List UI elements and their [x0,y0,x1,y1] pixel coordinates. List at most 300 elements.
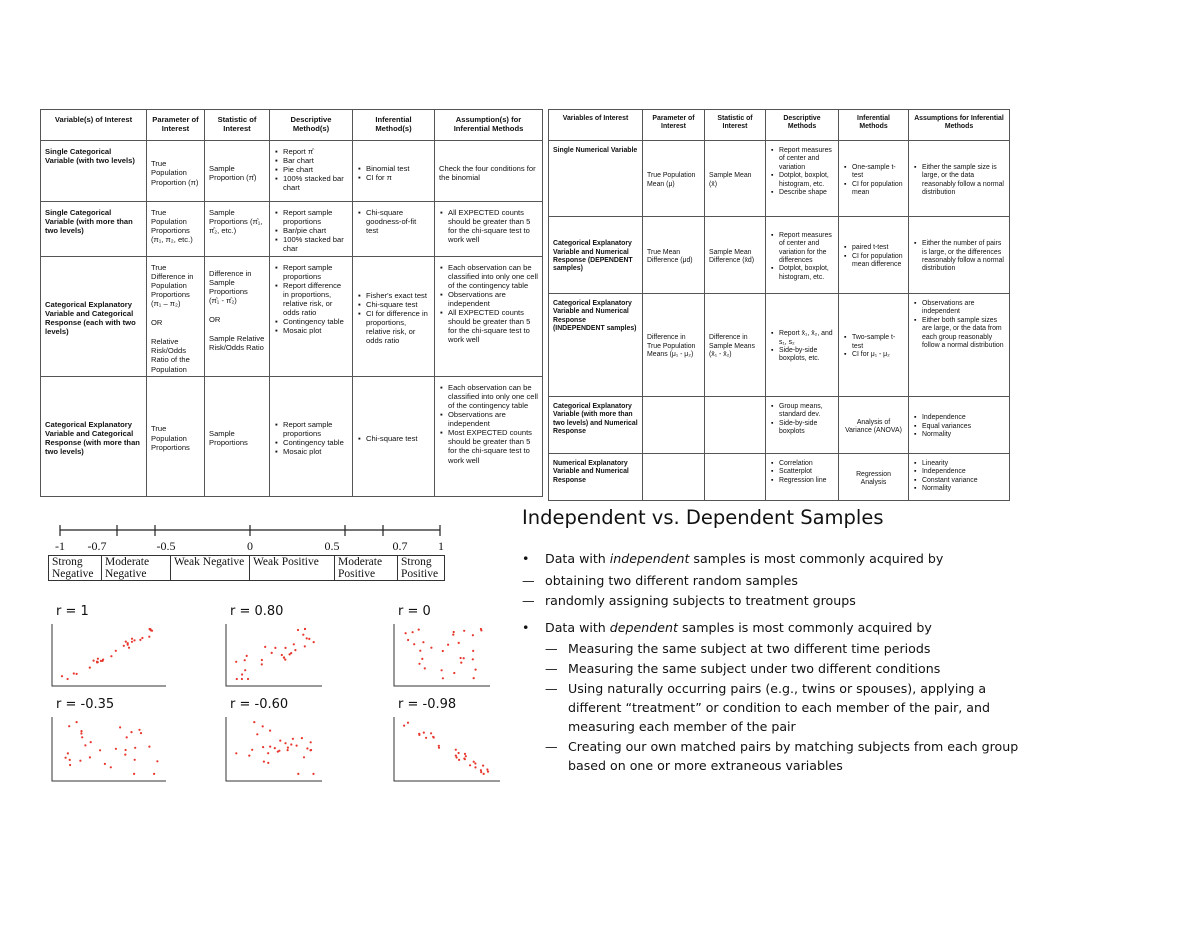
scatter-point [110,655,112,657]
scatter-point [465,755,467,757]
scatter-point [480,628,482,630]
scatter-point [290,743,292,745]
scale-ticks [60,525,440,536]
scatter-point [140,732,142,734]
text-run: samples is most commonly acquired by [677,620,932,635]
bullet-dot: • [522,551,530,566]
table-row [549,294,1010,397]
scatter-point [148,636,150,638]
list-item: ▪ Report sample proportions [283,263,348,281]
dash-marker: — [545,661,558,676]
scatter-point [284,647,286,649]
list-item: ▪ CI for μ₁ - μ₂ [852,351,904,359]
scatter-point [104,763,106,765]
scatter-point [482,765,484,767]
scatter-point [310,741,312,743]
scatter-point [452,634,454,636]
assumptions-cell [909,454,1010,501]
list-item: ▪ Bar/pie chart [283,226,348,235]
scatter-point [262,746,264,748]
parameter-cell [643,454,705,501]
list-item: ▪ Report π̂ [283,147,348,156]
list-item: ▪ CI for population mean [852,181,904,198]
scatter-point [430,647,432,649]
scatter-point [293,643,295,645]
scatter-point [138,729,140,731]
tick-label: -0.5 [156,539,176,553]
scatter-point [269,730,271,732]
list-item: ▪ Report x̄₁, x̄₂, and s₁, s₂ [779,330,834,347]
cell-line: (π̂₁ - π̂₂) [209,295,237,305]
scatter-point [124,754,126,756]
scatter-point [81,736,83,738]
list-item: ▪ Independence [922,414,1005,422]
column-header: Descriptive Methods [766,110,839,141]
list-item: ▪ CI for difference in proportions, relative risk, or odds ratio [366,309,430,345]
cell-line: Difference in Sample Proportions [209,268,252,296]
scatter-point [283,656,285,658]
scatter-point [281,654,283,656]
cell-line: True Difference in Population Proportions [151,262,194,299]
scatter-point [133,773,135,775]
list-item: ▪ 100% stacked bar char [283,235,348,253]
list-item: ▪ Mosaic plot [283,326,348,335]
scatter-point [423,732,425,734]
scatter-point [463,657,465,659]
scatter-point [425,737,427,739]
parameter-cell: True Population Proportions [147,376,205,496]
scatter-point [480,771,482,773]
scatter-point [458,759,460,761]
variable-cell: Categorical Explanatory Variable (with more than two levels) and Numerical Response [549,397,643,454]
assumptions-cell [435,202,543,257]
scatter-point [133,639,135,641]
scatter-point [413,643,415,645]
strength-label: Weak Positive [250,556,335,581]
list-item: ▪ Report sample proportions [283,208,348,226]
scatter-point [241,673,243,675]
scatter-point [264,646,266,648]
list-item: ▪ Side-by-side boxplots, etc. [779,347,834,364]
scatter-point [80,732,82,734]
list-item: ▪ Equal variances [922,423,1005,431]
sub-bullet [522,571,798,590]
scatter-point [407,722,409,724]
scatter-label: r = -0.98 [398,697,457,712]
scatter-point [244,659,246,661]
inferential-cell: Analysis of Variance (ANOVA) [839,397,909,454]
scatter-point [287,749,289,751]
scatter-label: r = 0.80 [230,604,284,619]
tick-label: -1 [55,539,65,553]
scatter-point [246,655,248,657]
assumptions-cell [909,294,1010,397]
list-item: ▪ Independence [922,468,1005,476]
sub-bullet-text: randomly assigning subjects to treatment groups [545,593,856,608]
scatter-point [134,759,136,761]
parameter-cell: True Population Mean (μ) [643,141,705,217]
list-item: ▪ All EXPECTED counts should be greater than 5 for the chi-square test to work well [448,208,538,244]
scatter-point [148,746,150,748]
assumptions-cell: Check the four conditions for the binomial [435,141,543,202]
list-item: ▪ Binomial test [366,164,430,173]
scatter-point [424,667,426,669]
scatter-label: r = 0 [398,604,431,619]
scatter-point [261,659,263,661]
column-header: Variables of Interest [549,110,643,141]
scatter-point [277,751,279,753]
scatter-point [469,764,471,766]
list-item: ▪ Chi-square test [366,300,430,309]
list-item: ▪ paired t-test [852,244,904,252]
list-item: ▪ Two-sample t-test [852,334,904,351]
parameter-cell: True Mean Difference (μd) [643,217,705,294]
sub-bullet [545,737,1019,775]
scatter-point [456,756,458,758]
table-row [41,256,543,376]
scatter-point [267,762,269,764]
variable-cell: Categorical Explanatory Variable and Numerical Response (INDEPENDENT samples) [549,294,643,397]
statistic-cell [205,256,270,376]
scatter-point [236,678,238,680]
inferential-cell [839,217,909,294]
table-row [549,141,1010,217]
scatter-point [287,747,289,749]
scatter-point [292,738,294,740]
list-item: ▪ CI for population mean difference [852,253,904,270]
table-header-row [549,110,1010,141]
scatter-point [474,766,476,768]
scatter-point [472,634,474,636]
scatter-point [80,730,82,732]
parameter-cell: True Population Proportions (π₁, π₂, etc.) [147,202,205,257]
scatterplot-r-0-80 [224,622,324,688]
cell-line: OR [209,314,221,324]
cell-line: (π₁ – π₂) [151,298,181,308]
scatter-point [65,757,67,759]
inferential-cell [353,141,435,202]
sub-bullet-text: Measuring the same subject under two different conditions [568,661,941,676]
scatter-point [464,753,466,755]
plot-axes [394,717,500,781]
scatter-point [269,746,271,748]
scatter-point [458,752,460,754]
scatter-point [253,721,255,723]
scatter-point [306,747,308,749]
scatter-point [131,641,133,643]
statistic-cell: Sample Proportions [205,376,270,496]
dash-marker: — [522,573,535,588]
column-header: Descriptive Method(s) [270,110,353,141]
parameter-cell [643,397,705,454]
scatter-point [134,747,136,749]
column-header: Assumptions for Inferential Methods [909,110,1010,141]
assumptions-cell [909,397,1010,454]
scatter-label: r = -0.35 [56,697,115,712]
variable-cell: Single Categorical Variable (with two levels) [41,141,147,202]
scatter-point [125,641,127,643]
scatter-point [313,641,315,643]
scatter-point [79,760,81,762]
text-run: samples is most commonly acquired by [689,551,944,566]
scatter-point [115,748,117,750]
list-item: ▪ Fisher's exact test [366,291,430,300]
scatter-point [99,749,101,751]
table-row [41,202,543,257]
list-item: ▪ Contingency table [283,317,348,326]
scatter-point [97,658,99,660]
scatter-point [405,632,407,634]
parameter-cell: Difference in True Population Means (μ₁ - μ₂) [643,294,705,397]
statistic-cell: Sample Proportion (π̂) [205,141,270,202]
list-item: ▪ Constant variance [922,477,1005,485]
scatter-label: r = 1 [56,604,89,619]
list-item: ▪ Observations are independent [448,290,538,308]
variable-cell: Categorical Explanatory Variable and Numerical Response (DEPENDENT samples) [549,217,643,294]
scatter-point [139,639,141,641]
scatter-point [447,644,449,646]
scatter-point [487,771,489,773]
scatter-point [100,660,102,662]
column-header: Statistic of Interest [205,110,270,141]
scatter-point [67,752,69,754]
scatter-point [119,726,121,728]
inferential-cell: Regression Analysis [839,454,909,501]
list-item: ▪ Report sample proportions [283,420,348,438]
scatter-point [128,647,130,649]
scatter-point [115,650,117,652]
statistic-cell: Sample Mean (x̄) [705,141,766,217]
variable-cell: Single Numerical Variable [549,141,643,217]
cell-line: Sample Relative Risk/Odds Ratio [209,334,265,353]
scatter-point [304,645,306,647]
scatter-point [301,737,303,739]
column-header: Statistic of Interest [705,110,766,141]
scatter-point [455,749,457,751]
scatter-point [419,650,421,652]
sub-bullet [545,639,931,658]
emphasis: independent [609,551,690,566]
table-row [549,454,1010,501]
scatter-point [156,760,158,762]
scatterplot-r-neg-0-60 [224,715,324,783]
scatter-point [241,678,243,680]
scatter-point [412,631,414,633]
statistic-cell: Sample Proportions (π̂₁, π̂₂, etc.) [205,202,270,257]
inferential-cell [353,202,435,257]
plot-axes [226,624,322,686]
bullet-dependent [522,618,932,637]
scatter-point [473,677,475,679]
list-item: ▪ Report measures of center and variation [779,147,834,172]
scatter-point [235,661,237,663]
section-title: Independent vs. Dependent Samples [522,506,884,529]
list-item: ▪ Chi-square goodness-of-fit test [366,208,430,235]
scatter-point [68,725,70,727]
list-item: ▪ Observations are independent [448,410,538,428]
scatter-point [442,650,444,652]
scatter-point [418,663,420,665]
column-header: Inferential Methods [839,110,909,141]
list-item: ▪ Side-by-side boxplots [779,420,834,437]
tick-label: 1 [438,539,444,553]
scatter-point [480,769,482,771]
cell-line: Relative Risk/Odds Ratio of the Population [151,337,190,374]
emphasis: dependent [609,620,678,635]
variable-cell: Categorical Explanatory Variable and Categorical Response (with more than two levels) [41,376,147,496]
descriptive-cell [270,141,353,202]
numerical-methods-table [548,109,1010,501]
list-item: ▪ One-sample t-test [852,164,904,181]
scatter-point [271,652,273,654]
statistic-cell [705,454,766,501]
scatter-point [309,749,311,751]
scatterplot-r-1 [50,622,168,688]
inferential-cell [353,256,435,376]
list-item: ▪ Bar chart [283,156,348,165]
scatter-point [263,761,265,763]
scatter-point [438,747,440,749]
plot-axes [52,624,166,686]
list-item: ▪ Contingency table [283,438,348,447]
list-item: ▪ Mosaic plot [283,447,348,456]
list-item: ▪ Group means, standard dev. [779,403,834,420]
scatter-point [149,628,151,630]
scatter-point [473,761,475,763]
scatter-point [483,773,485,775]
descriptive-cell [766,217,839,294]
list-item: ▪ Normality [922,431,1005,439]
descriptive-cell [766,141,839,217]
scatter-point [463,630,465,632]
dash-marker: — [522,593,535,608]
scatterplot-r-0 [392,622,492,688]
statistic-cell: Sample Mean Difference (x̄d) [705,217,766,294]
list-item: ▪ Each observation can be classified into only one cell of the contingency table [448,263,538,290]
scatter-point [453,672,455,674]
list-item: ▪ 100% stacked bar chart [283,174,348,192]
scatter-point [267,752,269,754]
inferential-cell [839,294,909,397]
scatterplot-r-neg-0-98 [392,715,502,783]
list-item: ▪ Linearity [922,460,1005,468]
scatter-point [248,755,250,757]
scatter-point [296,745,298,747]
scatter-point [460,662,462,664]
scatter-point [89,756,91,758]
scatter-point [256,733,258,735]
dash-marker: — [545,641,558,656]
statistic-cell [705,397,766,454]
variable-cell: Numerical Explanatory Variable and Numerical Response [549,454,643,501]
dash-marker: — [545,739,558,754]
scatter-point [110,766,112,768]
scatter-point [127,644,129,646]
descriptive-cell [766,294,839,397]
scatter-point [312,773,314,775]
scatter-point [458,642,460,644]
scatter-point [472,650,474,652]
sub-bullet [522,591,856,610]
list-item: ▪ Either both sample sizes are large, or the data from each group reasonably follow a normal distribution [922,317,1005,351]
bullet-dot: • [522,620,530,635]
scatter-point [126,736,128,738]
scatter-point [441,669,443,671]
scatter-point [141,637,143,639]
scatter-point [418,629,420,631]
scatter-point [421,658,423,660]
scatter-point [67,678,69,680]
scatter-point [84,744,86,746]
list-item: ▪ CI for π [366,173,430,182]
scatter-point [123,645,125,647]
scatter-point [76,673,78,675]
scatter-point [93,660,95,662]
column-header: Inferential Method(s) [353,110,435,141]
scatter-label: r = -0.60 [230,697,289,712]
parameter-cell [147,256,205,376]
dash-marker: — [545,681,558,696]
scatter-point [73,672,75,674]
scatter-point [442,677,444,679]
strength-label: Moderate Positive [335,556,398,581]
descriptive-cell [766,397,839,454]
sub-bullet-text: Measuring the same subject at two different time periods [568,641,931,656]
list-item: ▪ Scatterplot [779,468,834,476]
list-item: ▪ Pie chart [283,165,348,174]
sub-bullet-line: different “treatment” or condition to each member of the pair, and [568,700,990,716]
scatter-point [297,629,299,631]
list-item: ▪ Dotplot, boxplot, histogram, etc. [779,172,834,189]
table-row [549,217,1010,294]
assumptions-cell [909,141,1010,217]
scatter-point [455,755,457,757]
scatter-point [438,745,440,747]
scatter-point [403,725,405,727]
scatter-point [153,773,155,775]
scatter-point [76,721,78,723]
scatter-point [247,678,249,680]
scatter-point [284,659,286,661]
scatter-point [472,658,474,660]
list-item: ▪ Normality [922,485,1005,493]
list-item: ▪ Report difference in proportions, relative risk, or odds ratio [283,281,348,317]
tick-label: -0.7 [87,539,107,553]
strength-label: Strong Negative [49,556,102,581]
assumptions-cell [435,256,543,376]
sub-bullet-line: Using naturally occurring pairs (e.g., twins or spouses), applying a [568,681,987,696]
list-item: ▪ Chi-square test [366,434,430,443]
tick-label: 0 [247,539,253,553]
scatter-point [244,669,246,671]
list-item: ▪ All EXPECTED counts should be greater than 5 for the chi-square test to work well [448,308,538,344]
descriptive-cell [766,454,839,501]
column-header: Assumption(s) for Inferential Methods [435,110,543,141]
list-item: ▪ Report measures of center and variation for the differences [779,232,834,266]
tick-label: 0.5 [324,539,340,553]
sub-bullet-text: obtaining two different random samples [545,573,798,588]
strength-labels [48,555,445,581]
scatter-point [130,731,132,733]
variable-cell: Single Categorical Variable (with more than two levels) [41,202,147,257]
inferential-cell [839,141,909,217]
table-header-row [41,110,543,141]
strength-label: Weak Negative [171,556,250,581]
column-header: Parameter of Interest [147,110,205,141]
table-row [41,376,543,496]
statistic-cell: Difference in Sample Means (x̄₁ - x̄₂) [705,294,766,397]
scatter-point [96,661,98,663]
